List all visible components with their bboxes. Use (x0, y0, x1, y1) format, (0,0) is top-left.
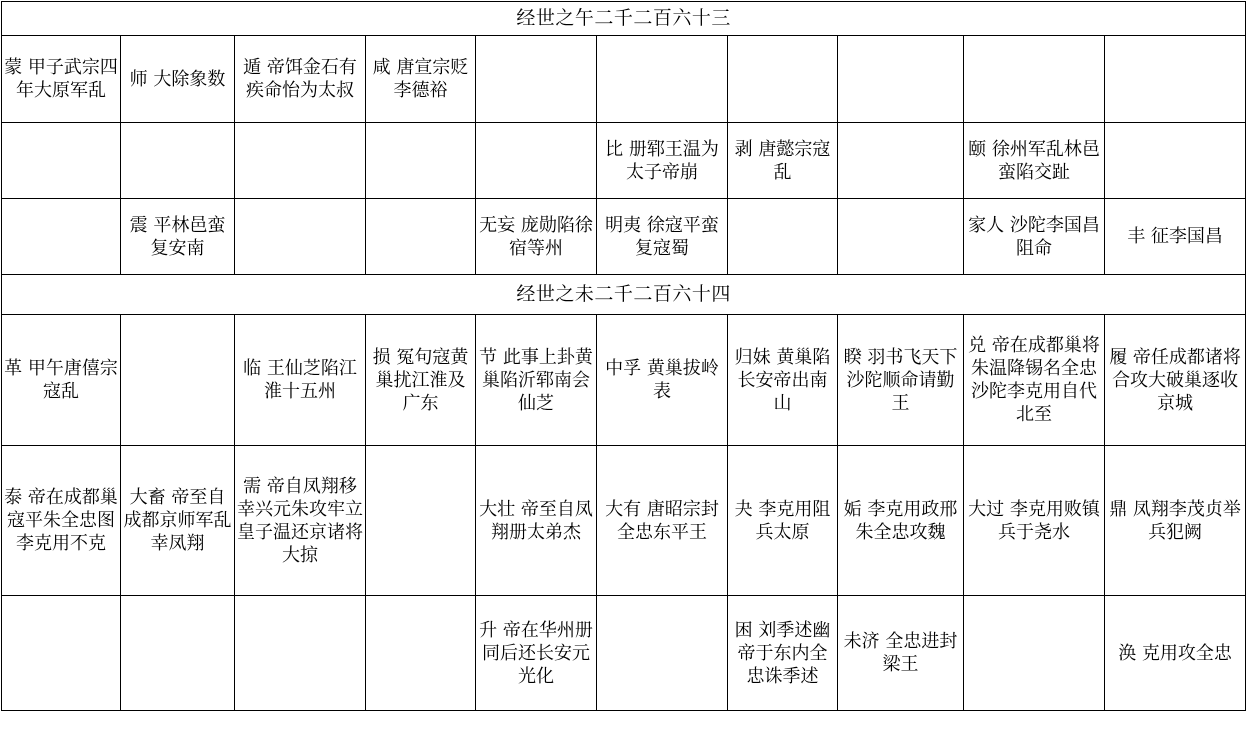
table-cell (838, 123, 964, 199)
table-cell: 夬 李克用阻兵太原 (728, 446, 838, 596)
table-row (2, 446, 1246, 596)
table-cell (838, 36, 964, 123)
table-cell (1105, 123, 1246, 199)
table-cell (366, 199, 476, 275)
table-cell: 兑 帝在成都巢将朱温降锡名全忠沙陀李克用自代北至 (964, 315, 1105, 446)
table-cell (964, 36, 1105, 123)
table-cell (476, 36, 597, 123)
table-cell: 无妄 庞勋陷徐宿等州 (476, 199, 597, 275)
table-cell: 履 帝任成都诸将合攻大破巢逐收京城 (1105, 315, 1246, 446)
table-cell: 大壮 帝至自凤翔册太弟杰 (476, 446, 597, 596)
table-row (2, 596, 1246, 711)
table-cell (366, 123, 476, 199)
table-cell: 师 大除象数 (121, 36, 235, 123)
table-cell (476, 123, 597, 199)
table-cell (2, 123, 121, 199)
table-cell: 剥 唐懿宗寇乱 (728, 123, 838, 199)
table-cell: 归妹 黄巢陷长安帝出南山 (728, 315, 838, 446)
table-cell: 丰 征李国昌 (1105, 199, 1246, 275)
table-cell: 中孚 黄巢拔岭表 (597, 315, 728, 446)
table-cell (838, 199, 964, 275)
table-cell: 需 帝自凤翔移幸兴元朱攻牢立皇子温还京诸将大掠 (235, 446, 366, 596)
table-cell (235, 596, 366, 711)
table-cell: 困 刘季述幽帝于东内全忠诛季述 (728, 596, 838, 711)
table-cell: 震 平林邑蛮复安南 (121, 199, 235, 275)
table-cell: 大畜 帝至自成都京师军乱幸凤翔 (121, 446, 235, 596)
table-cell (728, 36, 838, 123)
table-cell: 泰 帝在成都巢寇平朱全忠图李克用不克 (2, 446, 121, 596)
table-cell: 睽 羽书飞天下沙陀顺命请勤王 (838, 315, 964, 446)
table-cell: 升 帝在华州册同后还长安元光化 (476, 596, 597, 711)
table-cell (1105, 36, 1246, 123)
table-cell: 颐 徐州军乱林邑蛮陷交趾 (964, 123, 1105, 199)
table-row (2, 36, 1246, 123)
table-cell (366, 596, 476, 711)
table-cell (121, 596, 235, 711)
section-title: 经世之未二千二百六十四 (2, 275, 1246, 315)
table-cell: 大过 李克用败镇兵于尧水 (964, 446, 1105, 596)
table-cell (366, 446, 476, 596)
table-cell (235, 199, 366, 275)
table-row (2, 199, 1246, 275)
table-cell (235, 123, 366, 199)
section-header-row (2, 2, 1246, 36)
chronology-table (1, 1, 1246, 711)
table-cell: 临 王仙芝陷江淮十五州 (235, 315, 366, 446)
table-cell: 未济 全忠进封梁王 (838, 596, 964, 711)
table-cell (597, 596, 728, 711)
table-row (2, 123, 1246, 199)
table-cell (121, 123, 235, 199)
table-cell (728, 199, 838, 275)
table-cell (2, 596, 121, 711)
table-cell: 节 此事上卦黄巢陷沂郓南会仙芝 (476, 315, 597, 446)
table-cell: 明夷 徐寇平蛮复寇蜀 (597, 199, 728, 275)
table-cell: 比 册郓王温为太子帝崩 (597, 123, 728, 199)
table-cell: 涣 克用攻全忠 (1105, 596, 1246, 711)
table-cell: 遁 帝饵金石有疾命怡为太叔 (235, 36, 366, 123)
table-cell (597, 36, 728, 123)
table-cell (2, 199, 121, 275)
table-cell: 家人 沙陀李国昌阻命 (964, 199, 1105, 275)
table-cell (121, 315, 235, 446)
table-cell: 损 冤句寇黄巢扰江淮及广东 (366, 315, 476, 446)
section-title: 经世之午二千二百六十三 (2, 2, 1246, 36)
table-row (2, 315, 1246, 446)
table-cell: 鼎 凤翔李茂贞举兵犯阙 (1105, 446, 1246, 596)
table-cell: 大有 唐昭宗封全忠东平王 (597, 446, 728, 596)
table-cell: 咸 唐宣宗贬李德裕 (366, 36, 476, 123)
section-header-row (2, 275, 1246, 315)
table-cell: 姤 李克用政邢朱全忠攻魏 (838, 446, 964, 596)
table-cell (964, 596, 1105, 711)
table-cell: 蒙 甲子武宗四年大原军乱 (2, 36, 121, 123)
table-cell: 革 甲午唐僖宗寇乱 (2, 315, 121, 446)
